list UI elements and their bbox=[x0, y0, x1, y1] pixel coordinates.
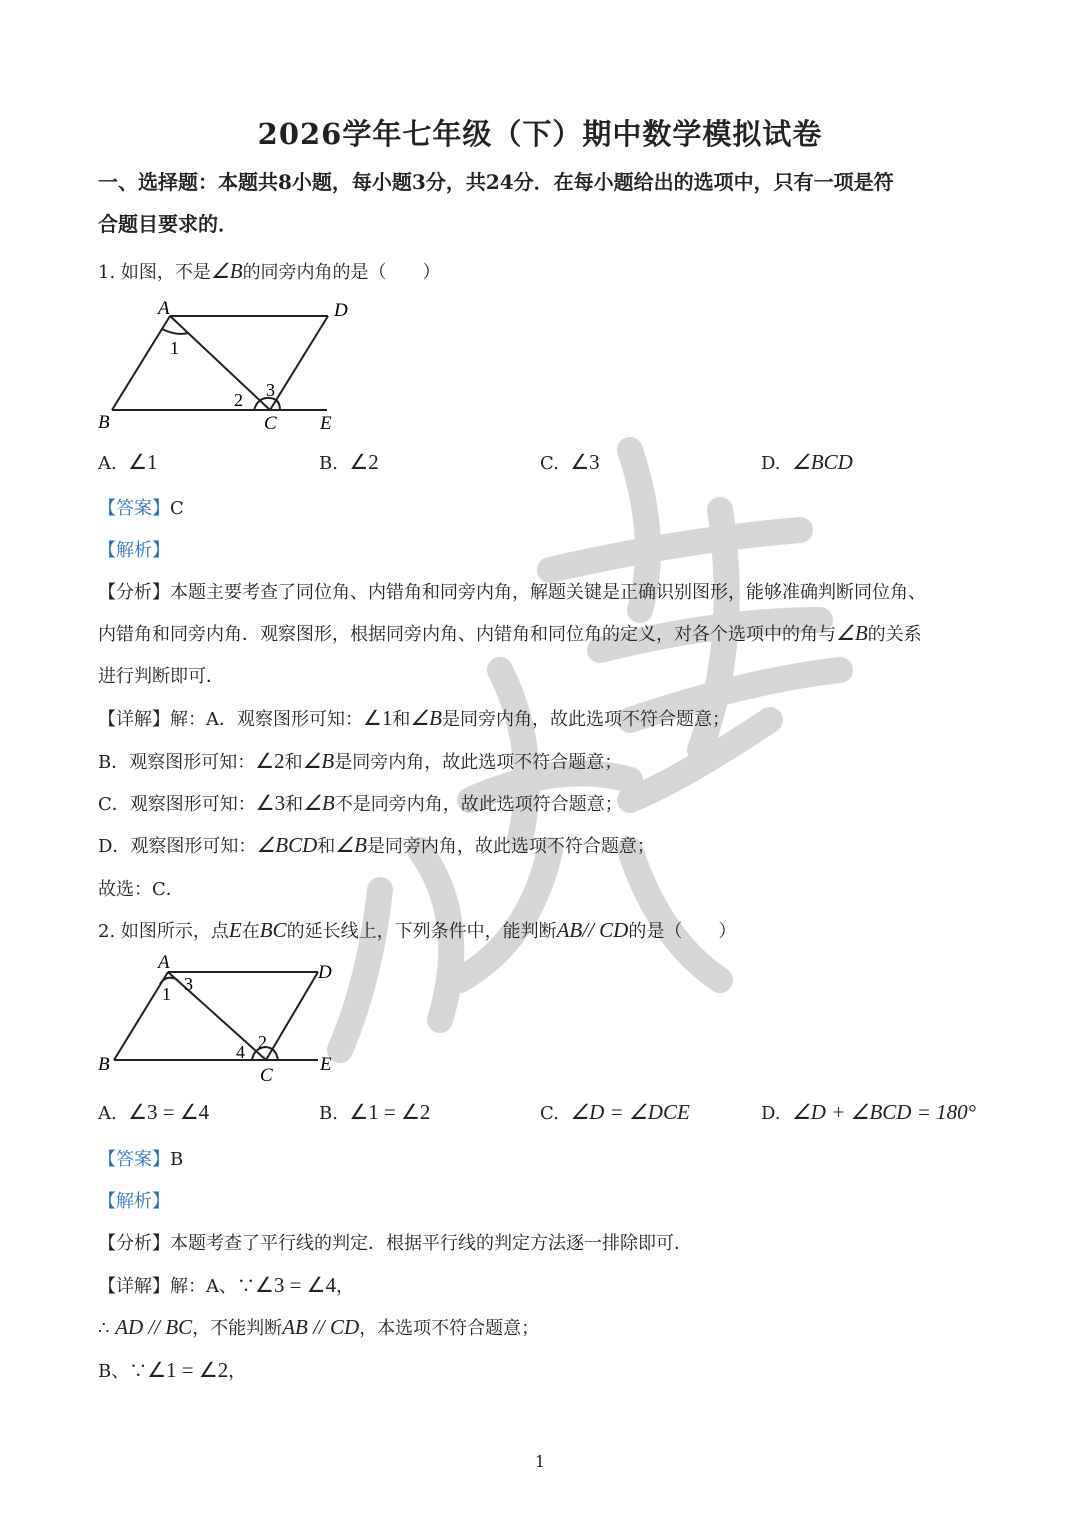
q2-detail-b: B、∵∠1 = ∠2， bbox=[98, 1358, 247, 1382]
q2-jiexi-label: 【解析】 bbox=[98, 1191, 170, 1212]
q1-conclusion: 故选：C． bbox=[98, 879, 184, 900]
q1-option-c: C. ∠3 bbox=[540, 450, 600, 474]
q1-detail-d: D．观察图形可知：∠BCD和∠B是同旁内角，故此选项不符合题意； bbox=[98, 833, 655, 857]
q1-angle-3: 3 bbox=[266, 380, 275, 400]
q2-angle-2: 2 bbox=[258, 1032, 267, 1052]
page-title: 2026学年七年级（下）期中数学模拟试卷 bbox=[257, 117, 823, 151]
q2-label-D: D bbox=[318, 962, 332, 983]
q1-prompt: 1. 如图，不是∠B的同旁内角的是（ ） bbox=[98, 259, 441, 283]
q2-detail-a: 【详解】解：A、∵∠3 = ∠4， bbox=[98, 1273, 354, 1297]
q1-label-B: B bbox=[98, 412, 110, 433]
q1-prompt-math: ∠B bbox=[210, 259, 243, 283]
q1-analysis-line1: 【分析】本题主要考查了同位角、内错角和同旁内角，解题关键是正确识别图形，能够准确判断同位角、 bbox=[98, 582, 926, 603]
q1-detail-a: 【详解】解：A．观察图形可知：∠1和∠B是同旁内角，故此选项不符合题意； bbox=[98, 706, 730, 730]
q1-label-E: E bbox=[320, 413, 332, 434]
q1-angle-2: 2 bbox=[234, 390, 243, 410]
q2-option-c: C. ∠D = ∠DCE bbox=[540, 1100, 690, 1124]
q1-detail-c: C．观察图形可知：∠3和∠B不是同旁内角，故此选项符合题意； bbox=[98, 791, 623, 815]
q2-therefore-line: ∴ AD // BC，不能判断AB // CD，本选项不符合题意； bbox=[98, 1315, 540, 1339]
q1-analysis-line3: 进行判断即可． bbox=[98, 666, 224, 687]
q2-answer: 【答案】B bbox=[98, 1149, 184, 1170]
q1-label-D: D bbox=[334, 300, 348, 321]
q1-angle-1: 1 bbox=[170, 338, 179, 358]
q2-label-A: A bbox=[158, 952, 170, 973]
q2-analysis: 【分析】本题考查了平行线的判定．根据平行线的判定方法逐一排除即可． bbox=[98, 1233, 692, 1254]
q1-label-A: A bbox=[158, 298, 170, 319]
q2-figure bbox=[92, 950, 352, 1086]
q1-analysis-line2: 内错角和同旁内角．观察图形，根据同旁内角、内错角和同位角的定义，对各个选项中的角与∠B的关系 bbox=[98, 621, 922, 645]
q1-option-b: B. ∠2 bbox=[319, 450, 379, 474]
q1-detail-b: B．观察图形可知：∠2和∠B是同旁内角，故此选项不符合题意； bbox=[98, 749, 623, 773]
q2-prompt: 2. 如图所示，点E在BC的延长线上，下列条件中，能判断AB// CD的是（ ） bbox=[98, 918, 737, 942]
section-header-line2: 合题目要求的． bbox=[98, 212, 238, 236]
q1-answer: 【答案】C bbox=[98, 498, 184, 519]
q2-option-a: A. ∠3 = ∠4 bbox=[98, 1100, 210, 1124]
q1-option-a: A. ∠1 bbox=[98, 450, 158, 474]
q2-angle-4: 4 bbox=[236, 1042, 245, 1062]
page-number: 1 bbox=[534, 1452, 546, 1471]
q1-jiexi-label: 【解析】 bbox=[98, 540, 170, 561]
q1-label-C: C bbox=[264, 413, 277, 434]
q2-label-B: B bbox=[98, 1054, 110, 1075]
q2-option-d: D. ∠D + ∠BCD = 180° bbox=[761, 1100, 977, 1124]
q2-label-E: E bbox=[320, 1054, 332, 1075]
q2-option-b: B. ∠1 = ∠2 bbox=[319, 1100, 431, 1124]
q1-option-d: D. ∠BCD bbox=[761, 450, 853, 474]
q1-figure bbox=[92, 298, 362, 436]
section-header-line1: 一、选择题：本题共8小题，每小题3分，共24分．在每小题给出的选项中，只有一项是符 bbox=[98, 170, 894, 194]
q2-angle-1: 1 bbox=[162, 984, 171, 1004]
q2-label-C: C bbox=[260, 1065, 273, 1086]
q2-angle-3: 3 bbox=[184, 974, 193, 994]
